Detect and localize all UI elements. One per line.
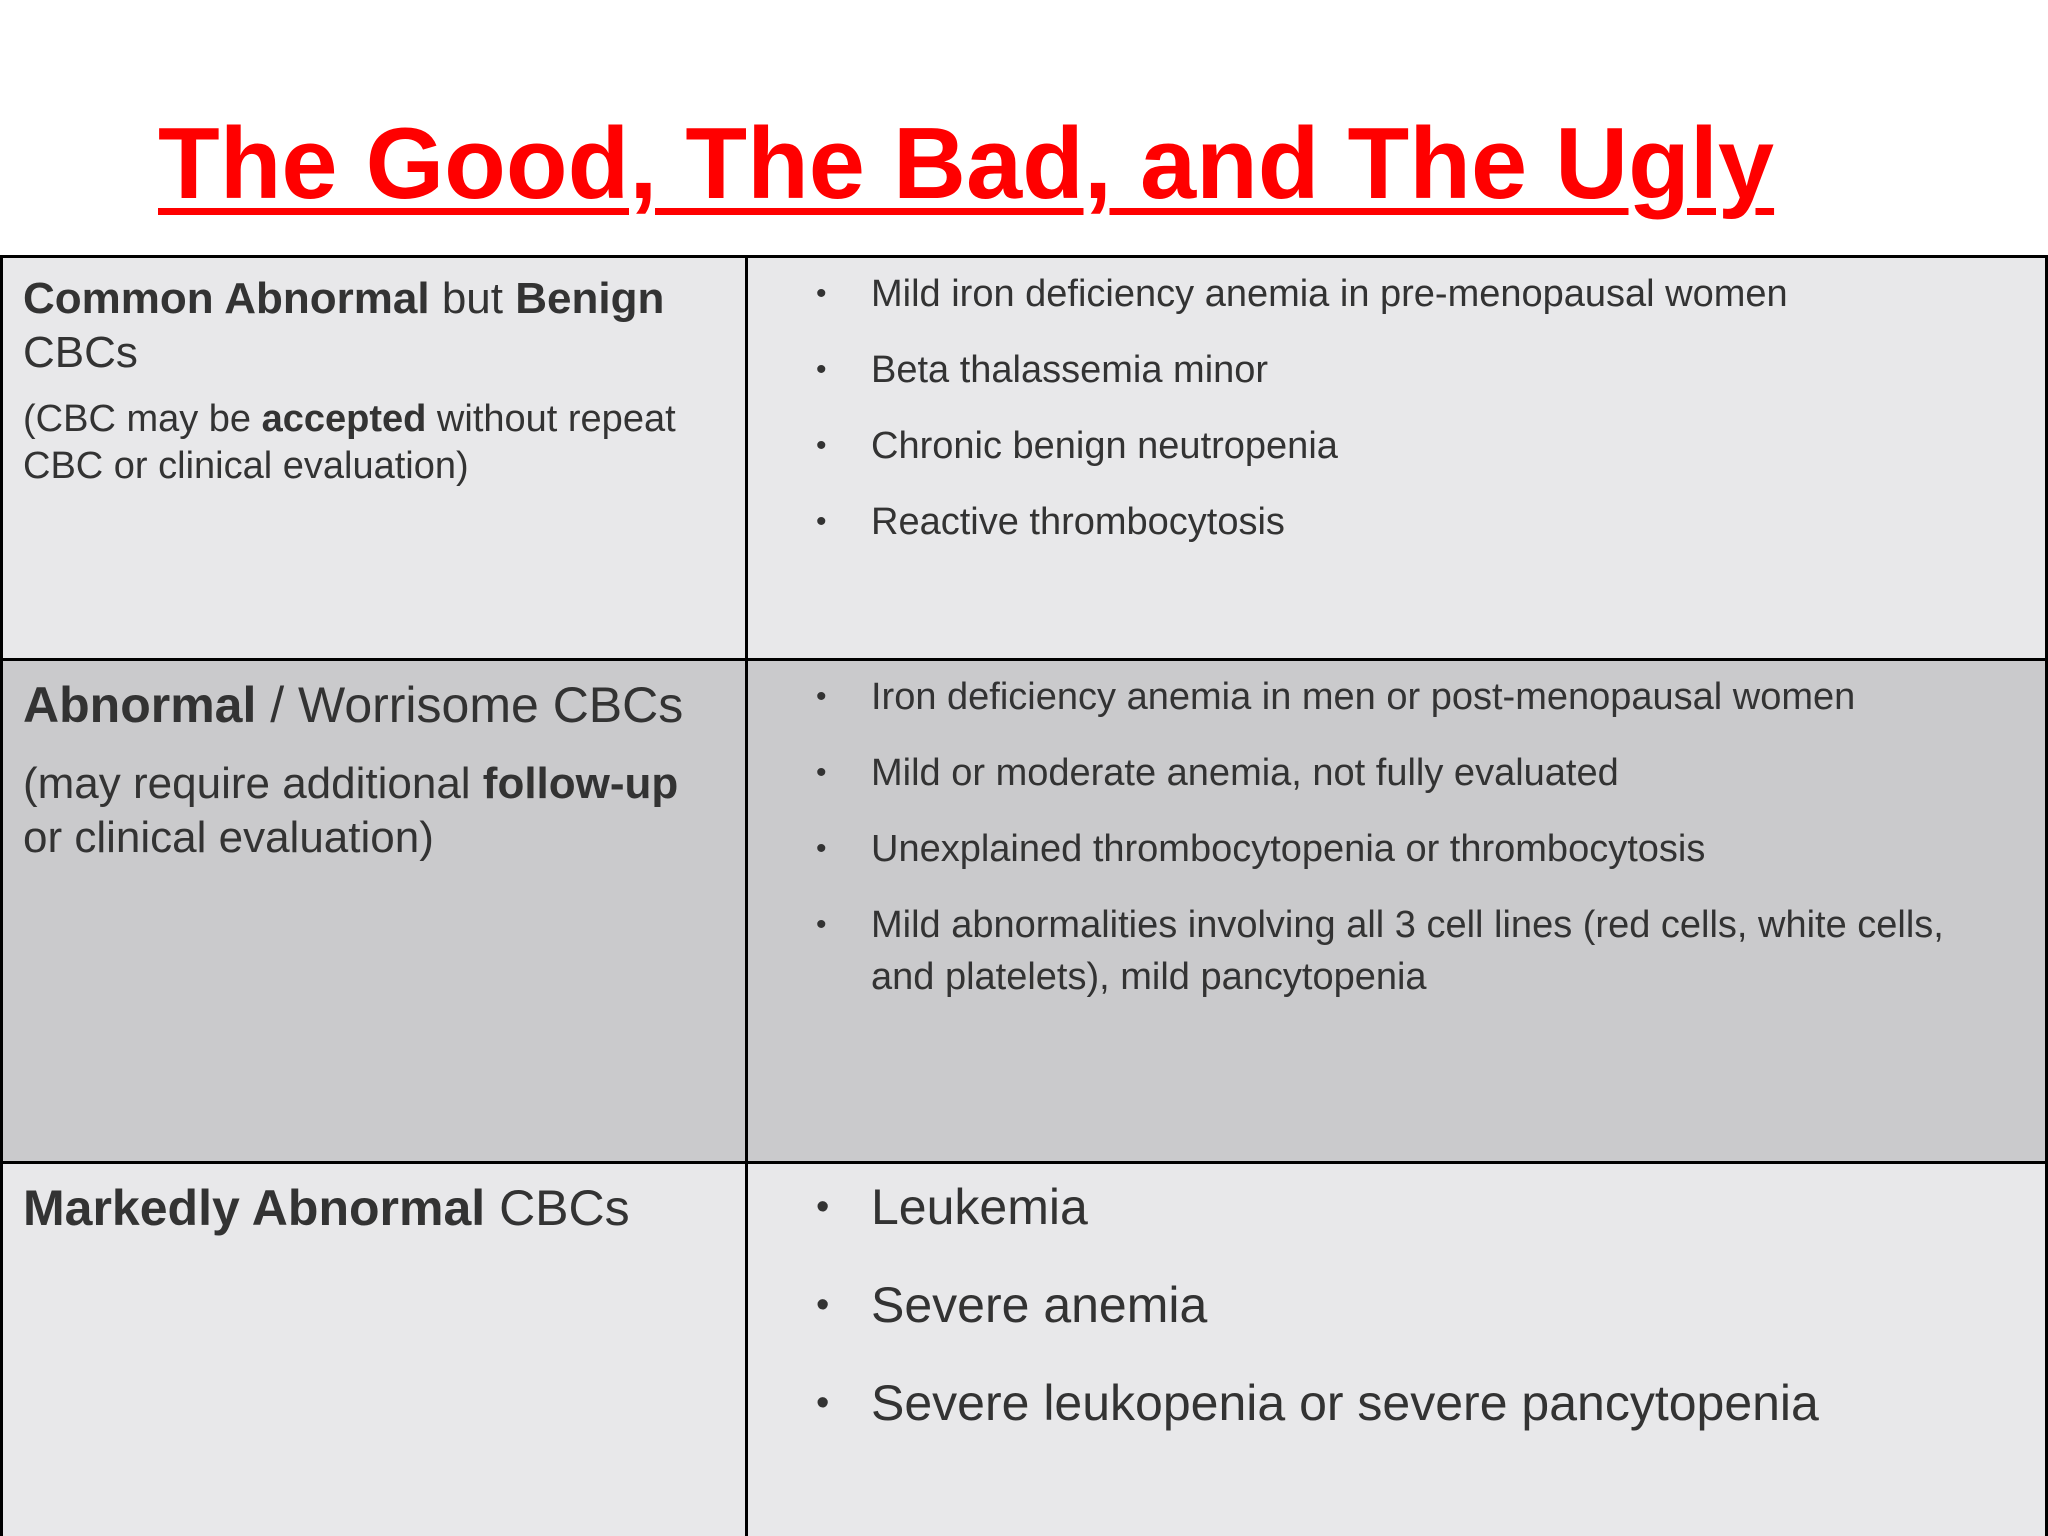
list-item-text: Mild abnormalities involving all 3 cell lines (red cells, white cells, and platelets), mild pancytopenia [871, 904, 1944, 998]
note-bold-part: accepted [261, 398, 427, 440]
list-item-text: Unexplained thrombocytopenia or thrombocytosis [871, 828, 1706, 870]
note-text-part: without repeat CBC or clinical evaluation) [23, 398, 676, 487]
list-item-text: Mild iron deficiency anemia in pre-menopausal women [871, 273, 1788, 315]
items-list-benign [748, 258, 2045, 548]
list-item [748, 344, 2005, 396]
items-list-marked [748, 1164, 2045, 1436]
bullet-icon: • [816, 1382, 830, 1424]
bullet-icon: • [816, 908, 827, 941]
bullet-icon: • [816, 680, 827, 713]
heading-text-part: but [429, 274, 516, 323]
bullet-icon: • [816, 756, 827, 789]
category-heading-worrisome [23, 675, 725, 735]
heading-bold-part: Markedly Abnormal [23, 1180, 486, 1236]
list-item-text: Mild or moderate anemia, not fully evaluated [871, 752, 1619, 794]
category-cell-worrisome [2, 660, 747, 1163]
category-heading-benign [23, 272, 725, 380]
heading-text-part: CBCs [485, 1180, 630, 1236]
cbc-categories-table [0, 255, 2048, 1536]
list-item [748, 823, 2005, 875]
list-item [748, 747, 2005, 799]
bullet-icon: • [816, 429, 827, 462]
bullet-icon: • [816, 277, 827, 310]
heading-text-part: / Worrisome CBCs [256, 677, 684, 733]
list-item [748, 1370, 2005, 1436]
list-item-text: Beta thalassemia minor [871, 349, 1269, 391]
category-cell-marked [2, 1163, 747, 1536]
slide-title: The Good, The Bad, and The Ugly [158, 108, 1775, 220]
table-row-marked [2, 1163, 2047, 1536]
list-item-text: Chronic benign neutropenia [871, 425, 1338, 467]
items-list-worrisome [748, 661, 2045, 1003]
heading-bold-part: Abnormal [23, 677, 257, 733]
list-item [748, 671, 2005, 723]
category-note-benign [23, 396, 725, 490]
list-item [748, 1174, 2005, 1240]
bullet-icon: • [816, 1284, 830, 1326]
list-item-text: Leukemia [871, 1179, 1088, 1235]
list-item-text: Reactive thrombocytosis [871, 501, 1285, 543]
list-item [748, 1272, 2005, 1338]
bullet-icon: • [816, 505, 827, 538]
note-text-part: (may require additional [23, 759, 483, 808]
category-note-worrisome [23, 757, 725, 865]
list-item-text: Severe anemia [871, 1277, 1208, 1333]
list-item [748, 899, 2005, 1003]
note-bold-part: follow-up [482, 759, 679, 808]
bullet-icon: • [816, 832, 827, 865]
category-cell-benign [2, 257, 747, 660]
list-item [748, 420, 2005, 472]
bullet-icon: • [816, 353, 827, 386]
note-text-part: (CBC may be [23, 398, 262, 440]
table-row-benign [2, 257, 2047, 660]
table-row-worrisome [2, 660, 2047, 1163]
category-heading-marked [23, 1178, 725, 1238]
list-item-text: Iron deficiency anemia in men or post-menopausal women [871, 676, 1856, 718]
items-cell-benign [747, 257, 2047, 660]
heading-text-part: CBCs [23, 328, 138, 377]
items-cell-worrisome [747, 660, 2047, 1163]
heading-bold-part: Common Abnormal [23, 274, 430, 323]
heading-bold-part: Benign [515, 274, 665, 323]
bullet-icon: • [816, 1186, 830, 1228]
list-item [748, 496, 2005, 548]
items-cell-marked [747, 1163, 2047, 1536]
list-item [748, 268, 2005, 320]
list-item-text: Severe leukopenia or severe pancytopenia [871, 1375, 1819, 1431]
note-text-part: or clinical evaluation) [23, 813, 434, 862]
